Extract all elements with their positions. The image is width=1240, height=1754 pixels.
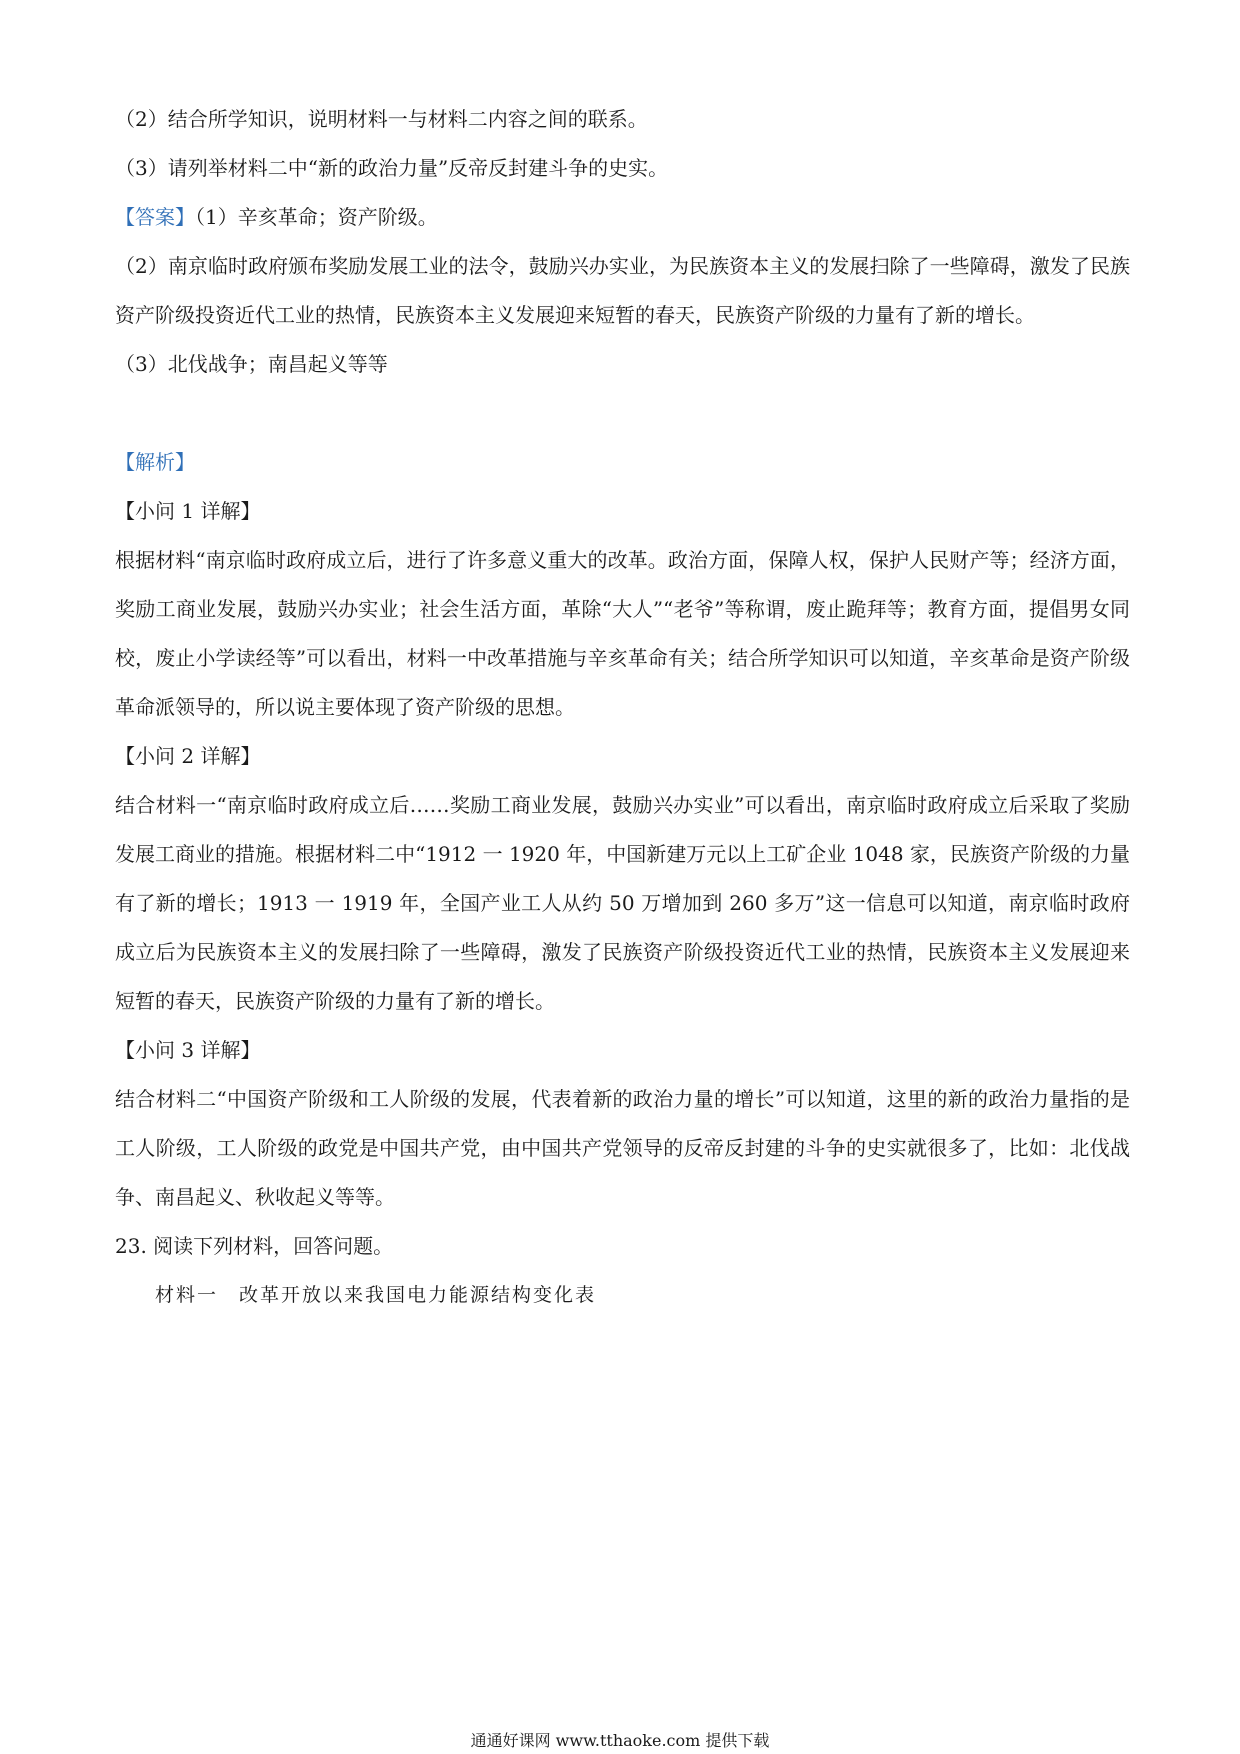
sub2-heading: 【小问 2 详解】 — [115, 744, 261, 768]
question-3: （3）请列举材料二中“新的政治力量”反帝反封建斗争的史实。 — [115, 156, 669, 180]
sub3-text: 结合材料二“中国资产阶级和工人阶级的发展，代表着新的政治力量的增长”可以知道，这里的新的政治力量指的是工人阶级，工人阶级的政党是中国共产党，由中国共产党领导的反帝反封建的斗争的史实就很多了，比如：北伐战争、南昌起义、秋收起义等等。 — [115, 1087, 1130, 1209]
sub1-heading: 【小问 1 详解】 — [115, 499, 261, 523]
material-1-title: 材料一 改革开放以来我国电力能源结构变化表 — [155, 1284, 597, 1306]
question-23-stem: 23. 阅读下列材料，回答问题。 — [115, 1234, 394, 1258]
sub1-text: 根据材料“南京临时政府成立后，进行了许多意义重大的改革。政治方面，保障人权，保护人民财产等；经济方面，奖励工商业发展，鼓励兴办实业；社会生活方面，革除“大人”“老爷”等称谓，废止跪拜等；教育方面，提倡男女同校，废止小学读经等”可以看出，材料一中改革措施与辛亥革命有关；结合所学知识可以知道，辛亥革命是资产阶级革命派领导的，所以说主要体现了资产阶级的思想。 — [115, 548, 1130, 719]
answer-tag: 【答案】 — [115, 205, 195, 229]
document-body — [115, 95, 1130, 1320]
analysis-tag: 【解析】 — [115, 450, 195, 474]
sub2-text: 结合材料一“南京临时政府成立后……奖励工商业发展，鼓励兴办实业”可以看出，南京临时政府成立后采取了奖励发展工商业的措施。根据材料二中“1912 一 1920 年，中国新建万元以上工矿企业 1048 家，民族资产阶级的力量有了新的增长；1913 一 1919 年，全国产业工人从约 50 万增加到 260 多万”这一信息可以知道，南京临时政府成立后为民族资本主义的发展扫除了一些障碍，激发了民族资产阶级投资近代工业的热情，民族资本主义发展迎来短暂的春天，民族资产阶级的力量有了新的增长。 — [115, 793, 1130, 1013]
page-footer: 通通好课网 www.tthaoke.com 提供下载 — [470, 1731, 770, 1750]
spacer — [115, 389, 1130, 438]
answer-3: （3）北伐战争；南昌起义等等 — [115, 352, 388, 376]
sub3-heading: 【小问 3 详解】 — [115, 1038, 261, 1062]
answer-line-1 — [115, 193, 1130, 242]
question-2: （2）结合所学知识，说明材料一与材料二内容之间的联系。 — [115, 107, 648, 131]
answer-2: （2）南京临时政府颁布奖励发展工业的法令，鼓励兴办实业，为民族资本主义的发展扫除了一些障碍，激发了民族资产阶级投资近代工业的热情，民族资本主义发展迎来短暂的春天，民族资产阶级的力量有了新的增长。 — [115, 254, 1130, 327]
answer-1: （1）辛亥革命；资产阶级。 — [195, 205, 438, 229]
